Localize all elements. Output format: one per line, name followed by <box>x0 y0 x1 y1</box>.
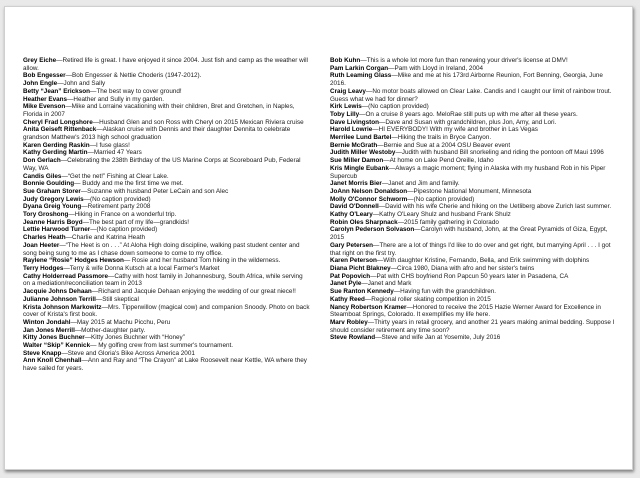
person-name: Walter “Skip” Kennick <box>23 342 91 350</box>
caption-text: Kitty Jones Buchner with “Honey” <box>91 334 185 342</box>
caption-text: The best way to cover ground! <box>96 87 182 95</box>
dash-separator: — <box>391 134 398 142</box>
person-name: Bonnie Goulding <box>23 180 75 188</box>
person-name: Raylene “Rosie” Hodges Hewson <box>23 257 124 265</box>
person-name: Judy Gregory Lewis <box>23 195 84 203</box>
caption-text: This is a whole lot more fun than renewing your driver's license at DMV! <box>366 57 568 64</box>
caption-entry <box>23 288 311 296</box>
dash-separator: — <box>364 295 372 303</box>
caption-text: Hiking the trails in Bryce Canyon. <box>397 134 492 142</box>
caption-text: Pat with CHS boyfriend Ron Papcun 50 years later in Pasadena, CA <box>376 272 569 280</box>
person-name: Marv Robley <box>330 318 368 326</box>
caption-text: Rosie and her husband Tom hiking in the wilderness. <box>130 257 281 265</box>
person-name: Sue Graham Storer <box>23 187 81 195</box>
caption-text: Mike and Lorraine vacationing with their children, Bret and Gretchen, in Naples, Florida in 2007 <box>23 103 295 118</box>
caption-text: No motor boats allowed on Clear Lake. Candis and I caught our limit of rainbow trout. Guess what we had for dinner? <box>330 87 612 103</box>
caption-text: Husband Glen and son Ross with Cheryl on 2015 Mexican Riviera cruise <box>99 118 304 126</box>
dash-separator: — <box>67 95 74 103</box>
person-name: Diana Picht Blakney <box>330 264 391 272</box>
caption-entry <box>330 72 620 87</box>
person-name: Mike Evenson <box>23 103 66 111</box>
caption-text: Suzanne with husband Peter LeCain and son Alec <box>87 187 229 195</box>
person-name: Karen Gerding Raskin <box>23 141 90 149</box>
caption-text: (No caption provided) <box>413 195 475 203</box>
dash-separator: — <box>90 87 97 95</box>
caption-text: Thirty years in retail grocery, and another 21 years making animal bedding. Suppose I should consider retirement any time soon? <box>330 318 615 334</box>
caption-entry <box>23 211 311 219</box>
person-name: Merrilee Lund Bartel <box>330 134 392 142</box>
dash-separator: — <box>377 141 384 149</box>
caption-entry <box>330 65 620 73</box>
person-name: Pat Popovich <box>330 272 371 280</box>
dash-separator: — <box>373 241 380 249</box>
person-name: Steve Knapp <box>23 349 62 357</box>
caption-text: Retired life is great. I have enjoyed it since 2004. Just fish and camp as the weather will allow. <box>23 57 308 72</box>
left-column <box>23 57 311 373</box>
person-name: Judith Miller Westoby <box>330 149 396 157</box>
caption-entry <box>330 196 620 204</box>
document-page <box>4 6 633 470</box>
caption-text: Dave and Susan with grandchildren, plus Jon, Amy, and Lori. <box>385 118 557 126</box>
caption-text: Mike and me at his 173rd Airborne Reunion, Fort Benning, Georgia, June 2016. <box>330 72 603 88</box>
caption-text: Kathy O'Leary Shulz and husband Frank Shulz <box>379 211 511 219</box>
dash-separator: — <box>397 218 405 226</box>
caption-entry <box>330 226 620 241</box>
caption-text: May 2015 at Machu Picchu, Peru <box>76 318 171 326</box>
person-name: Winton Jondahl <box>23 318 71 326</box>
caption-text: Terry & wife Donna Kutsch at a local Farmer's Market <box>69 264 220 272</box>
caption-entry <box>23 334 311 342</box>
dash-separator: — <box>57 80 64 88</box>
person-name: Carolyn Pederson Solvason <box>330 226 415 234</box>
person-name: JoAnn Nelson Donaldson <box>330 187 408 195</box>
caption-text: Honored to receive the 2015 Hazie Werner Award for Excellence in Steamboat Springs, Colorado. It exemplifies my life here. <box>330 303 601 319</box>
caption-text: Always a magic moment; flying in Alaska with my husband Rob in his Piper Supercub <box>330 164 606 180</box>
caption-entry <box>330 304 620 319</box>
caption-entry <box>23 203 311 211</box>
dash-separator: — <box>61 349 68 357</box>
caption-text: Still skeptical <box>102 295 139 303</box>
caption-text: Hiking in France on a wonderful trip. <box>74 211 177 219</box>
caption-entry <box>23 357 311 372</box>
caption-entry <box>23 342 311 350</box>
dash-separator: — <box>90 342 97 350</box>
caption-entry <box>330 157 620 165</box>
caption-entry <box>23 265 311 273</box>
caption-entry <box>330 257 620 265</box>
person-name: Kris Mingle Eubank <box>330 164 389 172</box>
dash-separator: — <box>365 87 373 95</box>
person-name: Charles Heath <box>23 234 66 242</box>
dash-separator: — <box>407 195 414 203</box>
caption-entry <box>330 242 620 257</box>
person-name: Jacquie Johns Dehaan <box>23 288 92 296</box>
dash-separator: — <box>59 241 66 249</box>
dash-separator: — <box>81 357 88 365</box>
caption-entry <box>330 126 620 134</box>
caption-text: Regional roller skating competition in 2015 <box>371 295 491 303</box>
person-name: Bob Kuhn <box>330 57 361 64</box>
caption-text: Ann and Ray and “The Crayon” at Lake Roosevelt near Kettle, WA where they have sailed for years. <box>23 357 307 373</box>
caption-text: “The Heet is on . . .” At Aloha High doing discipline, walking past student center and song being sung to me as I chase down someone to come to my office. <box>23 241 300 257</box>
dash-separator: — <box>381 180 389 188</box>
caption-text: Carolyn with husband, John, at the Great Pyramids of Giza, Egypt, 2015 <box>330 226 608 242</box>
dash-separator: — <box>390 264 397 272</box>
caption-text: Judith with husband Bill snorkeling and riding the pontoon off Maui 1996 <box>401 149 604 157</box>
caption-text: With daughter Kristine, Fernando, Bella, and Erik swimming with dolphins <box>383 257 590 265</box>
caption-entry <box>330 111 620 119</box>
caption-text: HI EVERYBODY! With my wife and brother in Las Vegas <box>378 126 538 134</box>
caption-entry <box>23 327 311 335</box>
person-name: Steve Rowland <box>330 334 376 342</box>
caption-entry <box>23 149 311 157</box>
caption-text: Bernie and Sue at a 2004 OSU Beaver event <box>383 141 511 149</box>
caption-entry <box>23 80 311 88</box>
caption-entry <box>23 103 311 118</box>
caption-entry <box>23 196 311 204</box>
person-name: Kathy Reed <box>330 295 365 303</box>
caption-entry <box>23 242 311 257</box>
person-name: Kathy Gerding Martin <box>23 149 88 157</box>
dash-separator: — <box>367 318 375 326</box>
person-name: Jeanne Harris Boyd <box>23 218 83 226</box>
caption-entry <box>330 165 620 180</box>
caption-text: The best part of my life—grandkids! <box>88 218 190 226</box>
person-name: Krista Johnson Markowitz <box>23 303 102 311</box>
dash-separator: — <box>87 149 94 157</box>
dash-separator: — <box>379 118 386 126</box>
caption-entry <box>23 126 311 141</box>
caption-text: Janet and Mark <box>367 280 412 288</box>
caption-entry <box>23 350 311 358</box>
person-name: Anita Geiseft Rittenback <box>23 126 97 134</box>
caption-text: 2015 family gathering in Colorado <box>404 218 499 226</box>
right-column <box>330 57 620 342</box>
caption-entry <box>330 103 620 111</box>
caption-entry <box>330 319 620 334</box>
dash-separator: — <box>89 141 96 149</box>
caption-text: Alaskan cruise with Dennis and their daughter Dennita to celebrate grandson Matthew's 2013 high school graduation <box>23 126 291 142</box>
caption-entry <box>330 188 620 196</box>
dash-separator: — <box>107 272 115 280</box>
caption-text: Richard and Jacquie Dehaan enjoying the wedding of our great niece!! <box>98 288 296 296</box>
caption-entry <box>23 234 311 242</box>
caption-entry <box>23 142 311 150</box>
dash-separator: — <box>91 288 99 296</box>
dash-separator: — <box>375 334 382 342</box>
person-name: Gary Petersen <box>330 241 374 249</box>
caption-text: Bob Engesser & Nettie Choderis (1947-2012). <box>72 72 202 80</box>
caption-text: Celebrating the 238th Birthday of the US Marine Corps at Scoreboard Pub, Federal Way, WA <box>23 157 301 172</box>
person-name: Robin Oles Sharpnack <box>330 218 398 226</box>
caption-text: (No caption provided) <box>368 103 429 111</box>
caption-text: John and Sally <box>63 80 106 88</box>
person-name: Bernie McGrath <box>330 141 378 149</box>
person-name: Kitty Jones Buchner <box>23 334 85 342</box>
caption-entry <box>23 304 311 319</box>
caption-entry <box>330 296 620 304</box>
caption-text: Charlie and Katrina Heath <box>72 234 146 242</box>
dash-separator: — <box>70 318 77 326</box>
caption-entry <box>330 57 620 65</box>
caption-entry <box>23 273 311 288</box>
caption-text: (No caption provided) <box>89 195 151 203</box>
caption-entry <box>330 142 620 150</box>
caption-entry <box>23 180 311 188</box>
person-name: Pam Larkin Corgan <box>330 64 389 72</box>
dash-separator: — <box>393 288 401 296</box>
dash-separator: — <box>74 180 81 188</box>
caption-text: Circa 1980, Diana with afro and her sister's twins <box>396 264 535 272</box>
dash-separator: — <box>68 211 75 219</box>
caption-entry <box>330 88 620 103</box>
caption-entry <box>23 257 311 265</box>
person-name: Tory Groshong <box>23 211 69 219</box>
caption-text: Having fun with the grandchildren. <box>400 288 497 296</box>
caption-text: At home on Lake Pend Oreille, Idaho <box>389 157 494 165</box>
person-name: Janet Morris Bier <box>330 180 382 188</box>
person-name: Betty “Jean” Erickson <box>23 87 90 95</box>
dash-separator: — <box>359 110 366 118</box>
dash-separator: — <box>361 103 369 111</box>
caption-text: Buddy and me the first time we met. <box>80 180 184 188</box>
caption-entry <box>330 203 620 211</box>
dash-separator: — <box>61 172 68 180</box>
caption-entry <box>23 226 311 234</box>
dash-separator: — <box>65 234 73 242</box>
caption-text: Mrs. Tipperwillow (magical cow) and companion Snoody. Photo on back cover of Krista's first book. <box>23 303 310 319</box>
caption-text: Steve and wife Jan at Yosemite, July 2016 <box>381 334 501 342</box>
person-name: Terry Hodges <box>23 264 64 272</box>
person-name: Craig Leavy <box>330 87 366 95</box>
dash-separator: — <box>96 126 103 134</box>
person-name: Nancy Robertson Kramer <box>330 303 407 311</box>
dash-separator: — <box>391 72 398 80</box>
dash-separator: — <box>378 203 386 211</box>
caption-entry <box>23 219 311 227</box>
caption-entry <box>330 219 620 227</box>
dash-separator: — <box>82 218 89 226</box>
caption-text: David with his wife Cherie and hiking on the Uetliberg above Zurich last summer. <box>385 203 612 211</box>
dash-separator: — <box>60 157 68 165</box>
caption-text: Janet and Jim and family. <box>388 180 460 188</box>
person-name: Joan Heeter <box>23 241 60 249</box>
person-name: Kirk Lewis <box>330 103 362 111</box>
dash-separator: — <box>65 103 72 111</box>
person-name: David O'Donnell <box>330 203 379 211</box>
dash-separator: — <box>407 187 414 195</box>
caption-text: There are a lot of things I'd like to do over and get right, but marrying April . . . I got that right on the first try. <box>330 241 611 257</box>
caption-text: My golfing crew from last summer's tournament. <box>96 342 234 350</box>
dash-separator: — <box>95 295 103 303</box>
dash-separator: — <box>388 164 396 172</box>
dash-separator: — <box>65 72 72 80</box>
dash-separator: — <box>123 257 131 265</box>
caption-entry <box>23 319 311 327</box>
caption-entry <box>330 211 620 219</box>
caption-entry <box>330 273 620 281</box>
dash-separator: — <box>414 226 421 234</box>
person-name: Don Gerlach <box>23 157 61 165</box>
caption-entry <box>23 96 311 104</box>
dash-separator: — <box>92 118 100 126</box>
person-name: John Engle <box>23 80 58 88</box>
dash-separator: — <box>395 149 402 157</box>
caption-entry <box>23 173 311 181</box>
dash-separator: — <box>84 334 92 342</box>
person-name: Karen Peterson <box>330 257 377 265</box>
caption-text: I fuse glass! <box>95 141 130 149</box>
person-name: Jan Jones Merrill <box>23 326 75 334</box>
caption-text: Married 47 Years <box>93 149 142 157</box>
dash-separator: — <box>370 272 377 280</box>
person-name: Cathy Holderread Passmore <box>23 272 108 280</box>
dash-separator: — <box>372 211 380 219</box>
dash-separator: — <box>56 57 63 64</box>
caption-entry <box>330 265 620 273</box>
dash-separator: — <box>74 326 82 334</box>
dash-separator: — <box>383 157 390 165</box>
person-name: Dave Livingston <box>330 118 379 126</box>
dash-separator: — <box>90 226 97 234</box>
person-name: Dyana Greig Young <box>23 203 82 211</box>
person-name: Ann Knoll Chenhall <box>23 357 82 365</box>
caption-entry <box>330 119 620 127</box>
person-name: Ruth Leaming Glass <box>330 72 392 80</box>
dash-separator: — <box>376 257 384 265</box>
caption-text: Cathy with host family in Johannesburg, South Africa, while serving on a mediation/reconciliation team in 2013 <box>23 272 303 288</box>
caption-text: Steve and Gloria's Bike Across America 2001 <box>67 349 195 357</box>
person-name: Cheryl Frad Longshore <box>23 118 93 126</box>
dash-separator: — <box>101 303 108 311</box>
dash-separator: — <box>63 264 70 272</box>
caption-text: Retirement party 2008 <box>87 203 151 211</box>
caption-entry <box>330 334 620 342</box>
caption-entry <box>23 88 311 96</box>
caption-text: “Get the net!” Fishing at Clear Lake. <box>67 172 169 180</box>
person-name: Bob Engesser <box>23 72 66 80</box>
dash-separator: — <box>372 126 379 134</box>
caption-entry <box>23 57 311 72</box>
person-name: Harold Lowrie <box>330 126 373 134</box>
dash-separator: — <box>406 303 413 311</box>
person-name: Lettie Harwood Turner <box>23 226 91 234</box>
caption-entry <box>330 180 620 188</box>
dash-separator: — <box>360 57 367 64</box>
caption-entry <box>330 280 620 288</box>
dash-separator: — <box>361 280 368 288</box>
person-name: Grey Eiche <box>23 57 57 64</box>
person-name: Molly O'Connor Schworm <box>330 195 408 203</box>
dash-separator: — <box>388 64 395 72</box>
caption-text: Pipestone National Monument, Minnesota <box>413 187 532 195</box>
person-name: Heather Evans <box>23 95 68 103</box>
caption-entry <box>23 119 311 127</box>
caption-entry <box>23 296 311 304</box>
person-name: Toby Lilly <box>330 110 360 118</box>
person-name: Kathy O'Leary <box>330 211 373 219</box>
dash-separator: — <box>81 203 88 211</box>
caption-entry <box>330 149 620 157</box>
caption-entry <box>330 288 620 296</box>
caption-text: Heather and Sully in my garden. <box>73 95 165 103</box>
dash-separator: — <box>83 195 90 203</box>
caption-entry <box>23 188 311 196</box>
caption-entry <box>23 157 311 172</box>
person-name: Sue Miller Damon <box>330 157 384 165</box>
caption-text: On a cruise 8 years ago. MeloRae still puts up with me after all these years. <box>365 110 578 118</box>
person-name: Sue Ranton Kennedy <box>330 288 394 296</box>
caption-text: (No caption provided) <box>96 226 158 234</box>
caption-text: Mother-daughter party. <box>81 326 146 334</box>
caption-entry <box>330 134 620 142</box>
person-name: Janet Pyle <box>330 280 362 288</box>
person-name: Julianne Johnson Terrill <box>23 295 96 303</box>
caption-text: Pam with Lloyd in Ireland, 2004 <box>394 64 484 72</box>
caption-entry <box>23 72 311 80</box>
dash-separator: — <box>80 187 88 195</box>
person-name: Candis Giles <box>23 172 62 180</box>
